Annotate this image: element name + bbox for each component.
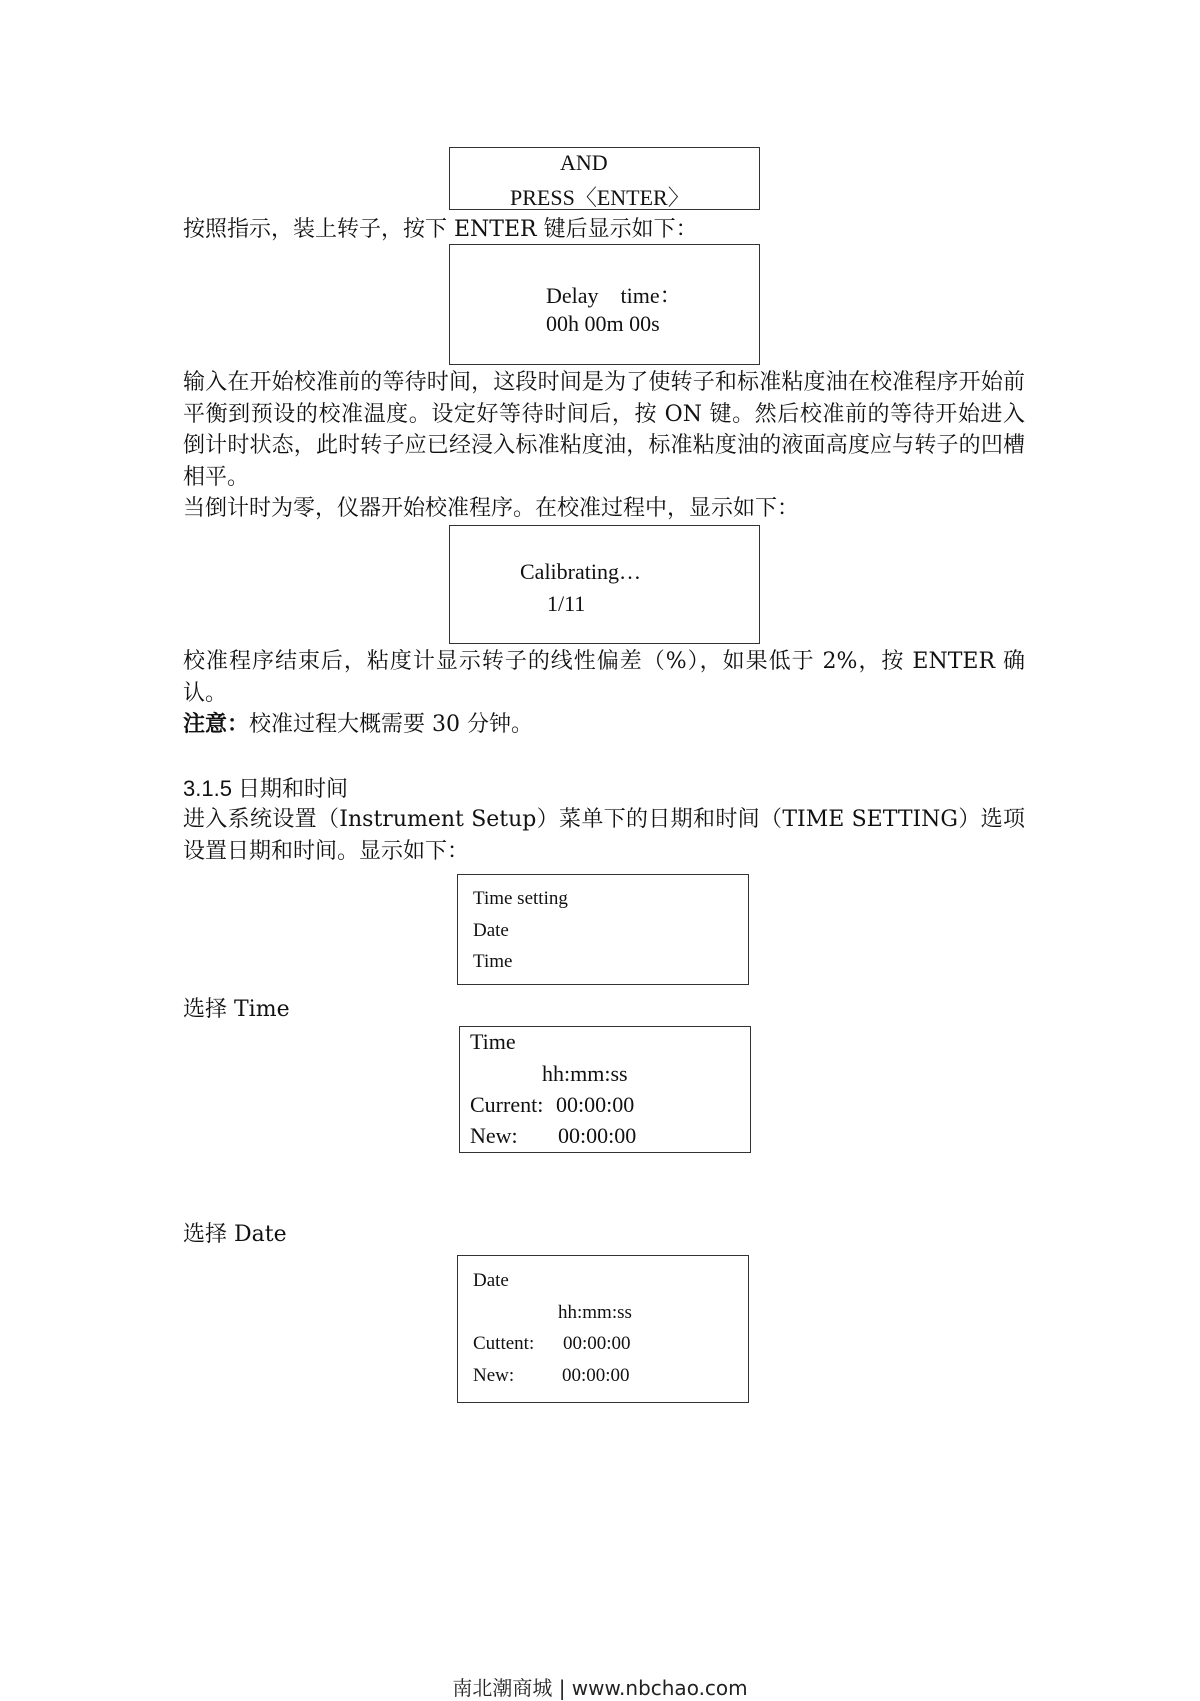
delay-description: 输入在开始校准前的等待时间，这段时间是为了使转子和标准粘度油在校准程序开始前平衡到预设的校准温度。设定好等待时间后，按 ON 键。然后校准前的等待开始进入倒计时状态，此时转子应已经浸入标准粘度油，标准粘度油的液面高度应与转子的凹槽相平。	[183, 370, 1025, 490]
current-label: Cuttent:	[473, 1333, 535, 1354]
current-label: Current:	[470, 1092, 544, 1117]
lcd-screen-time	[459, 1026, 751, 1153]
new-value: 00:00:00	[562, 1365, 630, 1386]
lcd-line: 00h 00m 00s	[546, 311, 660, 336]
footer-watermark: 南北潮商城 | www.nbchao.com	[452, 1676, 748, 1700]
menu-title: Time setting	[473, 888, 568, 909]
format-hint: hh:mm:ss	[558, 1302, 632, 1323]
screen-title: Time	[470, 1029, 516, 1054]
countdown-text: 当倒计时为零，仪器开始校准程序。在校准过程中，显示如下：	[183, 496, 800, 521]
lcd-screen-date	[457, 1255, 749, 1403]
lcd-line: AND	[560, 150, 608, 175]
note-text: 校准过程大概需要 30 分钟。	[249, 712, 533, 737]
new-value: 00:00:00	[558, 1123, 637, 1148]
lcd-line: PRESS〈ENTER〉	[510, 185, 690, 210]
lcd-screen-delay-time	[449, 244, 760, 365]
format-hint: hh:mm:ss	[542, 1061, 628, 1086]
note-line	[183, 709, 533, 740]
screen-title: Date	[473, 1270, 509, 1291]
lcd-screen-calibrating	[449, 525, 760, 644]
current-value: 00:00:00	[563, 1333, 631, 1354]
lcd-screen-press-enter	[449, 147, 760, 210]
menu-item-date: Date	[473, 920, 509, 941]
menu-item-time: Time	[473, 951, 513, 972]
current-value: 00:00:00	[556, 1092, 635, 1117]
select-time-text: 选择 Time	[183, 997, 290, 1022]
instruction-text: 按照指示，装上转子，按下 ENTER 键后显示如下：	[183, 217, 698, 242]
section-heading: 3.1.5 日期和时间	[183, 776, 349, 801]
lcd-line: 1/11	[547, 591, 586, 616]
select-date-text: 选择 Date	[183, 1222, 287, 1247]
note-label: 注意：	[183, 711, 250, 737]
lcd-line: Calibrating…	[520, 559, 641, 584]
section-intro: 进入系统设置（Instrument Setup）菜单下的日期和时间（TIME SETTING）选项设置日期和时间。显示如下：	[183, 807, 1025, 864]
new-label: New:	[470, 1123, 518, 1148]
new-label: New:	[473, 1365, 515, 1386]
lcd-line: Delay time：	[546, 283, 682, 308]
lcd-screen-time-setting-menu	[457, 874, 749, 985]
after-calibration-text: 校准程序结束后，粘度计显示转子的线性偏差（%），如果低于 2%，按 ENTER 确认。	[183, 649, 1025, 706]
